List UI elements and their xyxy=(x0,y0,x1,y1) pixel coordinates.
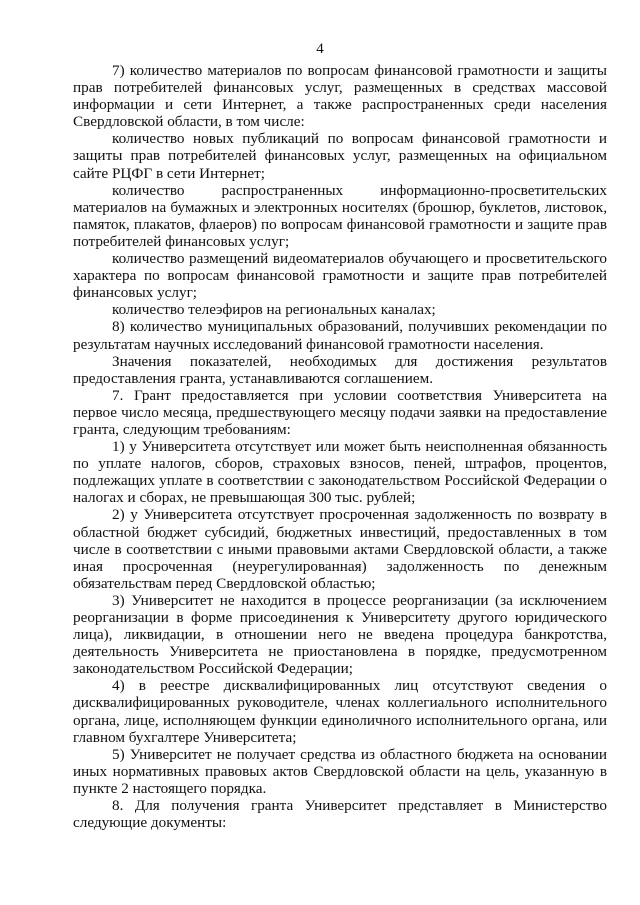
paragraph-requirement-3: 3) Университет не находится в процессе реорганизации (за исключением реорганизации в форме присоединения к Университету другого юридического лица), ликвидации, в отношении него не введена процедура банкротства, деятельность Университета не приостановлена в порядке, предусмотренном законодательством Российской Федерации; xyxy=(73,591,607,678)
page-number: 4 xyxy=(316,41,324,57)
paragraph-requirement-1: 1) у Университета отсутствует или может быть неисполненная обязанность по уплате налогов, сборов, страховых взносов, пеней, штрафов, процентов, подлежащих уплате в соответствии с законодательством Российской Федерации о налогах и сборах, не превышающая 300 тыс. рублей; xyxy=(73,438,607,507)
paragraph-subitem-materials: количество распространенных информационно-просветительских материалов на бумажных и электронных носителях (брошюр, буклетов, листовок, памяток, плакатов, флаеров) по вопросам финансовой грамотности и защите прав потребителей финансовых услуг; xyxy=(73,181,607,250)
paragraph-subitem-broadcasts: количество телеэфиров на региональных каналах; xyxy=(112,301,436,319)
paragraph-item-7: 7) количество материалов по вопросам финансовой грамотности и защиты прав потребителей финансовых услуг, размещенных в средствах массовой информации и сети Интернет, а также распространенных среди населения Свердловской области, в том числе: xyxy=(73,62,607,131)
paragraph-requirement-2: 2) у Университета отсутствует просроченная задолженность по возврату в областной бюджет субсидий, бюджетных инвестиций, предоставленных в том числе в соответствии с иными правовыми актами Свердловской области, а также иная просроченная (неурегулированная) задолженность по денежным обязательствам перед Свердловской областью; xyxy=(73,506,607,592)
paragraph-subitem-video: количество размещений видеоматериалов обучающего и просветительского характера по вопросам финансовой грамотности и защите прав потребителей финансовых услуг; xyxy=(73,250,607,302)
paragraph-section-7: 7. Грант предоставляется при условии соответствия Университета на первое число месяца, предшествующего месяцу подачи заявки на предоставление гранта, следующим требованиям: xyxy=(73,386,607,438)
paragraph-item-8: 8) количество муниципальных образований, получивших рекомендации по результатам научных исследований финансовой грамотности населения. xyxy=(73,318,607,353)
paragraph-requirement-5: 5) Университет не получает средства из областного бюджета на основании иных нормативных правовых актов Свердловской области на цель, указанную в пункте 2 настоящего порядка. xyxy=(73,745,607,797)
paragraph-section-8: 8. Для получения гранта Университет представляет в Министерство следующие документы: xyxy=(73,797,607,832)
paragraph-requirement-4: 4) в реестре дисквалифицированных лиц отсутствуют сведения о дисквалифицированных руководителе, членах коллегиального исполнительного органа, лице, исполняющем функции единоличного исполнительного органа, или главном бухгалтере Университета; xyxy=(73,677,607,746)
document-body xyxy=(73,62,607,831)
paragraph-subitem-publications: количество новых публикаций по вопросам финансовой грамотности и защиты прав потребителей финансовых услуг, размещенных на официальном сайте РЦФГ в сети Интернет; xyxy=(73,130,607,182)
paragraph-indicator-values: Значения показателей, необходимых для достижения результатов предоставления гранта, устанавливаются соглашением. xyxy=(73,352,607,387)
